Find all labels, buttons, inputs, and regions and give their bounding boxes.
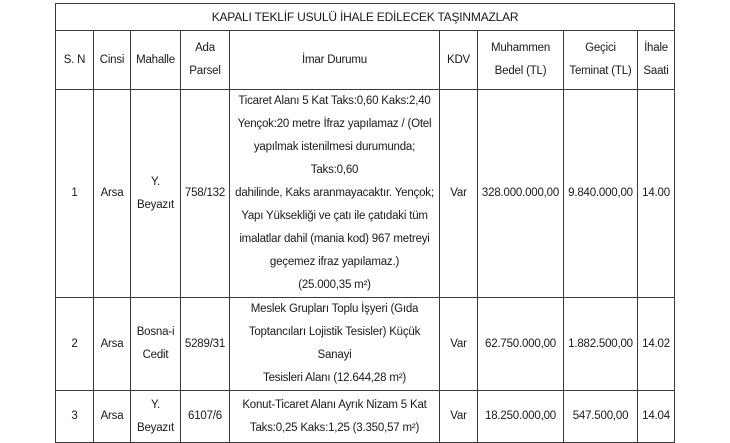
imar-line: Ticaret Alanı 5 Kat Taks:0,60 Kaks:2,40	[238, 95, 431, 107]
header-bedel-line2: Bedel (TL)	[494, 65, 547, 77]
cell-saat: 14.02	[638, 298, 675, 391]
cell-sn: 3	[56, 391, 94, 443]
cell-ada-parsel: 6107/6	[181, 391, 230, 443]
cell-ada-parsel: 5289/31	[181, 298, 230, 391]
cell-kdv: Var	[440, 298, 478, 391]
cell-bedel: 18.250.000,00	[478, 391, 564, 443]
imar-line: Yapı Yüksekliği ve çatı ile çatıdaki tüm	[241, 210, 428, 222]
table-title: KAPALI TEKLİF USULÜ İHALE EDİLECEK TAŞINMAZLAR	[56, 4, 675, 31]
cell-imar	[230, 90, 440, 298]
header-ada: Ada	[195, 42, 215, 54]
imar-line: Tesisleri Alanı (12.644,28 m²)	[263, 372, 406, 384]
cell-kdv: Var	[440, 90, 478, 298]
cell-imar	[230, 298, 440, 391]
imar-line: (25.000,35 m²)	[298, 279, 371, 291]
mahalle-line2: Beyazıt	[137, 198, 174, 211]
table-row	[56, 90, 675, 298]
header-bedel	[478, 31, 564, 90]
cell-teminat: 547.500,00	[564, 391, 638, 443]
mahalle-line1: Bosna-i	[136, 326, 175, 338]
header-sn: S. N	[56, 31, 94, 90]
cell-saat: 14.04	[638, 391, 675, 443]
cell-bedel: 62.750.000,00	[478, 298, 564, 391]
header-parsel: Parsel	[189, 65, 221, 77]
header-ada-parsel	[181, 31, 230, 90]
header-bedel-line1: Muhammen	[490, 42, 551, 54]
cell-sn: 2	[56, 298, 94, 391]
cell-imar	[230, 391, 440, 443]
cell-ada-parsel: 758/132	[181, 90, 230, 298]
header-row	[56, 31, 675, 90]
cell-bedel: 328.000.000,00	[478, 90, 564, 298]
imar-line: dahilinde, Kaks aranmayacaktır. Yençok;	[235, 187, 434, 199]
mahalle-line2: Cedit	[142, 349, 169, 361]
cell-mahalle	[131, 298, 181, 391]
cell-mahalle	[131, 90, 181, 298]
cell-teminat: 1.882.500,00	[564, 298, 638, 391]
mahalle-line1: Y.	[151, 175, 160, 188]
header-teminat-line1: Geçici	[585, 42, 616, 54]
imar-line: Yençok:20 metre İfraz yapılamaz / (Otel	[237, 118, 432, 130]
header-kdv: KDV	[440, 31, 478, 90]
header-saat-line2: Saati	[643, 65, 669, 77]
table-row	[56, 298, 675, 391]
header-cinsi: Cinsi	[94, 31, 131, 90]
tasinmaz-table	[55, 3, 675, 443]
cell-cinsi: Arsa	[94, 298, 131, 391]
cell-cinsi: Arsa	[94, 391, 131, 443]
header-teminat-line2: Teminat (TL)	[569, 65, 632, 77]
imar-line: imalatlar dahil (mania kod) 967 metreyi	[239, 233, 430, 245]
imar-line: Taks:0,25 Kaks:1,25 (3.350,57 m²)	[249, 421, 420, 434]
table-row	[56, 391, 675, 443]
imar-line: Meslek Grupları Toplu İşyeri (Gıda	[250, 303, 419, 315]
mahalle-line1: Y.	[151, 398, 160, 411]
header-saat-line1: İhale	[644, 42, 668, 54]
header-mahalle: Mahalle	[131, 31, 181, 90]
header-imar: İmar Durumu	[230, 31, 440, 90]
cell-kdv: Var	[440, 391, 478, 443]
header-teminat	[564, 31, 638, 90]
mahalle-line2: Beyazıt	[137, 421, 174, 434]
imar-line: geçemez ifraz yapılamaz.)	[269, 256, 400, 268]
imar-line: yapılmak istenilmesi durumunda; Taks:0,60	[253, 141, 416, 176]
cell-saat: 14.00	[638, 90, 675, 298]
cell-sn: 1	[56, 90, 94, 298]
header-saat	[638, 31, 675, 90]
cell-cinsi: Arsa	[94, 90, 131, 298]
imar-line: Konut-Ticaret Alanı Ayrık Nizam 5 Kat	[242, 398, 427, 411]
imar-line: Toptancıları Lojistik Tesisler) Küçük Sanayi	[248, 326, 421, 361]
cell-teminat: 9.840.000,00	[564, 90, 638, 298]
cell-mahalle	[131, 391, 181, 443]
